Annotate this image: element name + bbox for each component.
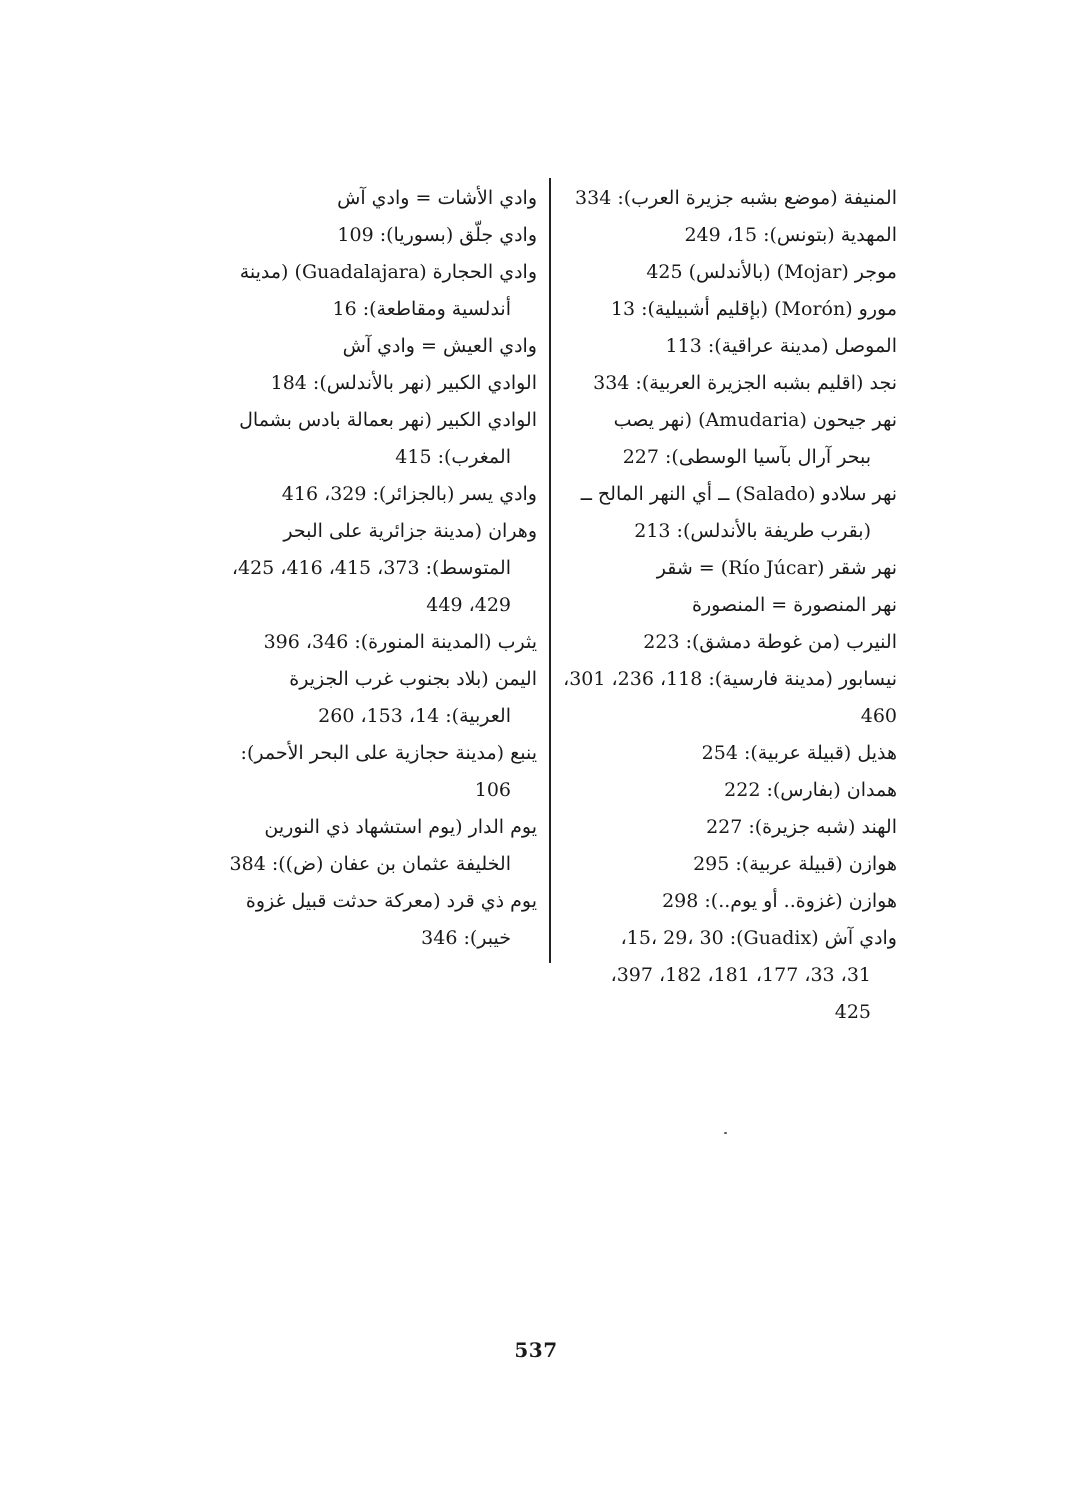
index-entry-text: موجر (Mojar) (بالأندلس) 425	[646, 261, 897, 283]
index-entry-text: نجد (اقليم بشبه الجزيرة العربية): 334	[593, 372, 897, 394]
index-entry	[202, 883, 537, 957]
index-entry	[562, 180, 897, 217]
index-entry	[562, 291, 897, 328]
index-entry-text: همدان (بفارس): 222	[724, 779, 897, 801]
index-entry-text: الوادي الكبير (نهر بعمالة بادس بشمال	[239, 409, 537, 431]
index-entry	[202, 402, 537, 476]
index-entry	[562, 809, 897, 846]
index-entry-text: هذيل (قبيلة عربية): 254	[701, 742, 897, 764]
index-entry	[562, 624, 897, 661]
index-entry-text: يثرب (المدينة المنورة): 346، 396	[263, 631, 537, 653]
index-entry	[562, 254, 897, 291]
index-entry-continuation: 429، 449	[426, 594, 511, 616]
index-entry	[202, 254, 537, 328]
index-entry	[202, 809, 537, 883]
index-entry-text: ينبع (مدينة حجازية على البحر الأحمر):	[240, 742, 537, 764]
index-entry-continuation: 106	[474, 779, 511, 801]
index-entry-continuation: المغرب): 415	[395, 446, 511, 468]
index-entry-text: نيسابور (مدينة فارسية): 118، 236، 301، 460	[563, 668, 897, 727]
index-entry-text: الوادي الكبير (نهر بالأندلس): 184	[270, 372, 537, 394]
index-entry-continuation: 425	[834, 1001, 871, 1023]
index-entry-text: وادي جلّق (بسوريا): 109	[337, 224, 537, 246]
index-entry	[202, 365, 537, 402]
index-entry	[202, 661, 537, 735]
index-entry-text: نهر المنصورة = المنصورة	[692, 594, 897, 616]
index-entry	[202, 217, 537, 254]
index-entry-text: وادي يسر (بالجزائر): 329، 416	[281, 483, 537, 505]
index-entry	[562, 883, 897, 920]
index-entry-text: اليمن (بلاد بجنوب غرب الجزيرة	[289, 668, 537, 690]
page-number: 537	[514, 1338, 558, 1362]
index-entry-text: يوم الدار (يوم استشهاد ذي النورين	[264, 816, 537, 838]
index-entry-continuation: خيبر): 346	[421, 927, 511, 949]
index-entry	[202, 624, 537, 661]
index-entry	[202, 476, 537, 513]
index-entry	[202, 180, 537, 217]
index-entry-text: المنيفة (موضع بشبه جزيرة العرب): 334	[575, 187, 897, 209]
index-entry	[562, 846, 897, 883]
index-entry-continuation: الخليفة عثمان بن عفان (ض)): 384	[229, 853, 511, 875]
index-entry	[562, 476, 897, 550]
index-entry	[562, 735, 897, 772]
index-entry-text: نهر سلادو (Salado) ــ أي النهر المالح ــ	[580, 483, 897, 505]
index-entry-continuation: العربية): 14، 153، 260	[318, 705, 511, 727]
index-entry-continuation: 31، 33، 177، 181، 182، 397،	[610, 964, 871, 986]
index-entry-text: وادي العيش = وادي آش	[342, 335, 537, 357]
index-entry	[562, 661, 897, 735]
index-entry-text: وادي الحجارة (Guadalajara) (مدينة	[239, 261, 537, 283]
index-entry-text: المهدية (بتونس): 15، 249	[684, 224, 897, 246]
index-entry	[562, 587, 897, 624]
index-entry	[562, 217, 897, 254]
index-column-right	[562, 180, 897, 1031]
scan-speck	[724, 1132, 727, 1134]
index-entry-text: هوازن (غزوة.. أو يوم..): 298	[662, 890, 897, 912]
index-entry-text: الموصل (مدينة عراقية): 113	[665, 335, 897, 357]
index-entry	[562, 772, 897, 809]
index-entry-text: يوم ذي قرد (معركة حدثت قبيل غزوة	[245, 890, 537, 912]
index-entry	[562, 328, 897, 365]
index-entry-continuation: المتوسط): 373، 415، 416، 425،	[231, 557, 511, 579]
index-entry	[202, 328, 537, 365]
index-entry	[562, 402, 897, 476]
index-entry	[202, 735, 537, 809]
index-entry-continuation: (بقرب طريفة بالأندلس): 213	[634, 520, 871, 542]
index-entry-text: الهند (شبه جزيرة): 227	[706, 816, 897, 838]
index-entry-continuation: ببحر آرال بآسيا الوسطى): 227	[622, 446, 871, 468]
index-entry-text: وادي آش (Guadix): 15، 29، 30،	[620, 927, 897, 949]
index-entry	[202, 513, 537, 624]
index-entry-text: النيرب (من غوطة دمشق): 223	[643, 631, 897, 653]
index-column-left	[202, 180, 537, 957]
index-entry-text: نهر جيحون (Amudaria) (نهر يصب	[613, 409, 897, 431]
index-entry-text: وهران (مدينة جزائرية على البحر	[283, 520, 537, 542]
index-entry-text: نهر شقر (Río Júcar) = شقر	[656, 557, 897, 579]
index-entry	[562, 550, 897, 587]
index-entry-text: هوازن (قبيلة عربية): 295	[693, 853, 897, 875]
index-entry	[562, 920, 897, 1031]
index-entry	[562, 365, 897, 402]
column-divider	[549, 178, 551, 963]
index-entry-text: مورو (Morón) (بإقليم أشبيلية): 13	[610, 298, 897, 320]
index-entry-continuation: أندلسية ومقاطعة): 16	[332, 298, 511, 320]
index-entry-text: وادي الأشات = وادي آش	[337, 187, 537, 209]
